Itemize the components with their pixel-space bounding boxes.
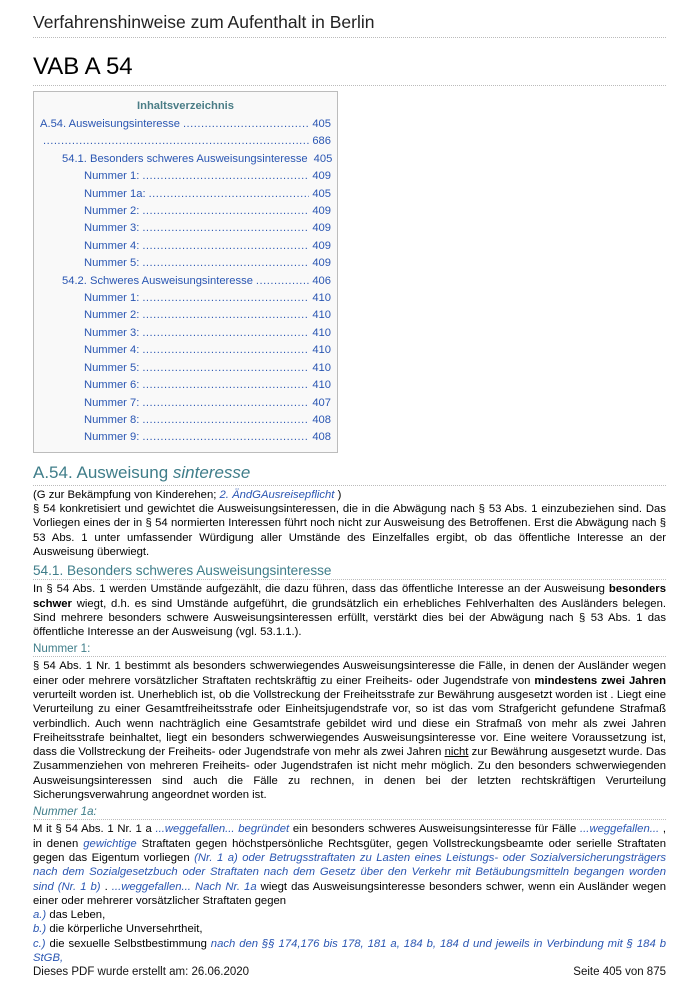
toc-list: [40, 116, 331, 447]
toc-leader-dots: [43, 133, 309, 150]
toc-entry[interactable]: [40, 255, 331, 272]
toc-leader-dots: [256, 273, 309, 290]
heading-nummer-1: Nummer 1:: [33, 642, 666, 657]
toc-entry-page: 410: [312, 379, 331, 392]
toc-entry-label: Nummer 5:: [84, 257, 140, 270]
toc-leader-dots: [142, 325, 309, 342]
toc-entry-label: Nummer 1:: [84, 292, 140, 305]
toc-entry-page: 406: [312, 274, 331, 287]
toc-leader-dots: [149, 186, 310, 203]
toc-entry-page: 408: [312, 413, 331, 426]
intro-paragraph: § 54 konkretisiert und gewichtet die Ausweisungsinteressen, die in die Abwägung nach § 53 Abs. 1 einzubeziehen sind. Das Vorliegen eines der in § 54 normierten Interessen führt noch nicht zur Ausweisung des Betroffenen. Erst die Abwägung nach § 53 Abs. 1 unter umfassender Würdigung aller Umstände des Einzelfalles ergibt, ob das öffentliche Interesse an der Ausweisung überwiegt.: [33, 503, 666, 558]
paragraph-nummer-1: § 54 Abs. 1 Nr. 1 bestimmt als besonders schwerwiegendes Ausweisungsinteresse die Fälle, in denen der Ausländer wegen einer oder mehrere vorsätzlicher Straftaten rechtskräftig zu einer Freiheits- oder Jugendstrafe von mindestens zwei Jahren verurteilt worden ist. Unerheblich ist, ob die Vollstreckung der Freiheitsstrafe zur Bewährung ausgesetzt worden ist . Liegt eine Verurteilung zu einer Gesamtfreiheitsstrafe oder Einheitsjugendstrafe vor, so ist das vom Strafgericht gefundene Strafmaß verbindlich. Auch wenn nachträglich eine Gesamtstrafe gebildet wird und diese ein Strafmaß von mehr als zwei Jahren Freiheitsstrafe beinhaltet, liegt ein besonders schwerwiegendes Ausweisungsinteresse vor. Eine weitere Voraussetzung ist, dass die Vollstreckung der Freiheits- oder Jugendstrafe von mehr als zwei Jahren nicht zur Bewährung ausgesetzt wurde. Das Zusammenziehen von mehreren Freiheits- oder Jugendstrafen ist nicht mehr möglich. Zu den besonders schwerwiegenden Ausweisungsinteressen sind auch die Fälle zu rechnen, in denen bei der letzten rechtskräftigen Verurteilung Sicherungsverwahrung angeordnet worden ist.: [33, 660, 667, 802]
toc-entry-label: A.54. Ausweisungsinteresse: [40, 118, 180, 130]
toc-entry-label: Nummer 4:: [84, 239, 140, 252]
toc-leader-dots: [142, 255, 309, 272]
toc-title: Inhaltsverzeichnis: [137, 100, 234, 112]
toc-entry[interactable]: [40, 377, 331, 394]
amendment-link[interactable]: ...weggefallen... Nach Nr. 1a: [111, 880, 257, 893]
toc-entry[interactable]: [40, 395, 331, 412]
list-item: a.) das Leben,: [33, 909, 106, 922]
toc-entry-page: 405: [312, 118, 331, 130]
toc-entry[interactable]: [40, 273, 331, 290]
paragraph-nummer-1a: M it § 54 Abs. 1 Nr. 1 a ...weggefallen... begründet ein besonders schweres Ausweisungsinteresse für Fälle ...weggefallen... , in denen gewichtige Straftaten gegen höchstpersönliche Rechtsgüter, gegen Vollstreckungsbeamte oder serielle Straftaten gegen das Eigentum vorliegen (Nr. 1 a) oder Betrugsstraftaten zu Lasten eines Leistungs- oder Sozialversicherungsträgers nach dem Sozialgesetzbuch oder Straftaten nach dem Gesetz über den Verkehr mit Betäubungsmitteln begangen worden sind (Nr. 1 b) . ...weggefallen... Nach Nr. 1a wiegt das Ausweisungsinteresse besonders schwer, wenn ein Ausländer wegen einer oder mehrerer vorsätzlicher Straftaten gegen: [33, 823, 667, 907]
toc-entry-page: 410: [312, 361, 331, 374]
toc-entry-label: Nummer 1:: [84, 170, 140, 183]
toc-entry[interactable]: [40, 412, 331, 429]
toc-entry[interactable]: [40, 325, 331, 342]
section-heading: A.54. Ausweisung sinteresse: [33, 463, 666, 486]
law-reference: (G zur Bekämpfung von Kinderehen; 2. ÄndGAusreisepflicht ): [33, 488, 342, 501]
toc-entry-label: Nummer 3:: [84, 222, 140, 235]
toc-leader-dots: [142, 360, 309, 377]
toc-entry-label: Nummer 7:: [84, 396, 140, 409]
toc-entry-label: 54.2. Schweres Ausweisungsinteresse: [62, 274, 253, 287]
law-link[interactable]: 2. ÄndGAusreisepflicht: [219, 488, 335, 501]
toc-entry-page: 410: [312, 309, 331, 322]
doc-title: VAB A 54: [33, 52, 666, 86]
toc-entry-page: 405: [313, 152, 333, 165]
amendment-link[interactable]: ...weggefallen...: [580, 823, 660, 836]
toc-entry-label: Nummer 3:: [84, 326, 140, 339]
page-footer: [33, 966, 666, 978]
amendment-link[interactable]: nach den §§ 174,176 bis 178, 181 a, 184 b, 184 d und jeweils in Verbindung mit § 184 b StGB,: [33, 937, 666, 965]
running-header: Verfahrenshinweise zum Aufenthalt in Berlin: [33, 0, 666, 38]
toc-entry-page: 409: [312, 222, 331, 235]
toc-entry-page: 408: [312, 431, 331, 444]
paragraph-54-1: In § 54 Abs. 1 werden Umstände aufgezählt, die dazu führen, dass das öffentliche Interesse an der Ausweisung besonders schwer wiegt, d.h. es sind Umstände aufgeführt, die grundsätzlich ein erhebliches Fehlverhalten des Ausländers belegen. Sind mehrere besonders schwere Ausweisungsinteressen erfüllt, verstärkt dies bei der Abwägung nach § 53 Abs. 1 das öffentliche Interesse an der Ausweisung (vgl. 53.1.1.).: [33, 583, 666, 639]
toc-entry[interactable]: [40, 342, 331, 359]
table-of-contents: [33, 91, 338, 453]
toc-entry[interactable]: [40, 290, 331, 307]
document-page: [33, 0, 666, 965]
toc-entry[interactable]: [40, 186, 331, 203]
toc-entry[interactable]: [40, 168, 331, 185]
toc-leader-dots: [142, 220, 309, 237]
amendment-link[interactable]: ...weggefallen... begründet: [155, 823, 290, 836]
list-item: b.) die körperliche Unversehrtheit,: [33, 923, 203, 936]
toc-entry[interactable]: [40, 116, 331, 133]
toc-entry-page: 410: [312, 292, 331, 305]
toc-entry-page: 410: [312, 326, 331, 339]
toc-entry-page: 409: [312, 205, 331, 218]
toc-entry-label: 54.1. Besonders schweres Ausweisungsinteresse: [62, 152, 308, 165]
toc-leader-dots: [142, 429, 309, 446]
footer-page-number: Seite 405 von 875: [573, 966, 666, 978]
toc-leader-dots: [142, 203, 309, 220]
toc-entry[interactable]: [40, 203, 331, 220]
toc-entry-page: 409: [312, 170, 331, 183]
list-marker: c.): [33, 937, 46, 950]
list-item: c.) die sexuelle Selbstbestimmung nach den §§ 174,176 bis 178, 181 a, 184 b, 184 d und jeweils in Verbindung mit § 184 b StGB,: [33, 937, 666, 965]
toc-entry[interactable]: [40, 220, 331, 237]
toc-leader-dots: [142, 290, 309, 307]
toc-entry-page: 405: [312, 187, 331, 200]
toc-entry[interactable]: [40, 429, 331, 446]
toc-leader-dots: [142, 342, 309, 359]
toc-entry-page: 410: [312, 344, 331, 357]
toc-leader-dots: [142, 412, 309, 429]
toc-entry-label: Nummer 8:: [84, 413, 140, 426]
toc-entry-label: Nummer 2:: [84, 205, 140, 218]
toc-entry-label: Nummer 1a:: [84, 187, 146, 200]
toc-entry-label: Nummer 6:: [84, 379, 140, 392]
toc-entry-page: 686: [312, 135, 331, 148]
toc-entry-page: 409: [312, 257, 331, 270]
toc-entry-page: 407: [312, 396, 331, 409]
toc-entry[interactable]: [40, 133, 331, 150]
footer-created: Dieses PDF wurde erstellt am: 26.06.2020: [33, 966, 250, 978]
toc-entry-label: Nummer 5:: [84, 361, 140, 374]
toc-leader-dots: [142, 307, 309, 324]
heading-nummer-1a: Nummer 1a:: [33, 805, 666, 820]
toc-entry-label: Nummer 9:: [84, 431, 140, 444]
toc-entry[interactable]: [40, 151, 331, 168]
toc-entry[interactable]: [40, 307, 331, 324]
toc-entry[interactable]: [40, 360, 331, 377]
toc-leader-dots: [142, 395, 309, 412]
toc-leader-dots: [183, 116, 309, 133]
list-marker: a.): [33, 909, 47, 922]
amendment-link[interactable]: (Nr. 1 a) oder Betrugsstraftaten zu Lasten eines Leistungs- oder Sozialversicherungsträgers nach dem Sozialgesetzbuch oder Straftaten nach dem Gesetz über den Verkehr mit Betäubungsmitteln begangen worden sind (Nr. 1 b): [33, 851, 666, 893]
toc-entry-label: Nummer 4:: [84, 344, 140, 357]
list-marker: b.): [33, 923, 47, 936]
toc-leader-dots: [142, 238, 309, 255]
toc-entry[interactable]: [40, 238, 331, 255]
toc-entry-label: Nummer 2:: [84, 309, 140, 322]
toc-leader-dots: [142, 168, 309, 185]
subsection-heading-54-1: 54.1. Besonders schweres Ausweisungsinteresse: [33, 563, 666, 580]
toc-entry-page: 409: [312, 239, 331, 252]
toc-leader-dots: [142, 377, 309, 394]
amendment-link[interactable]: gewichtige: [83, 837, 137, 850]
